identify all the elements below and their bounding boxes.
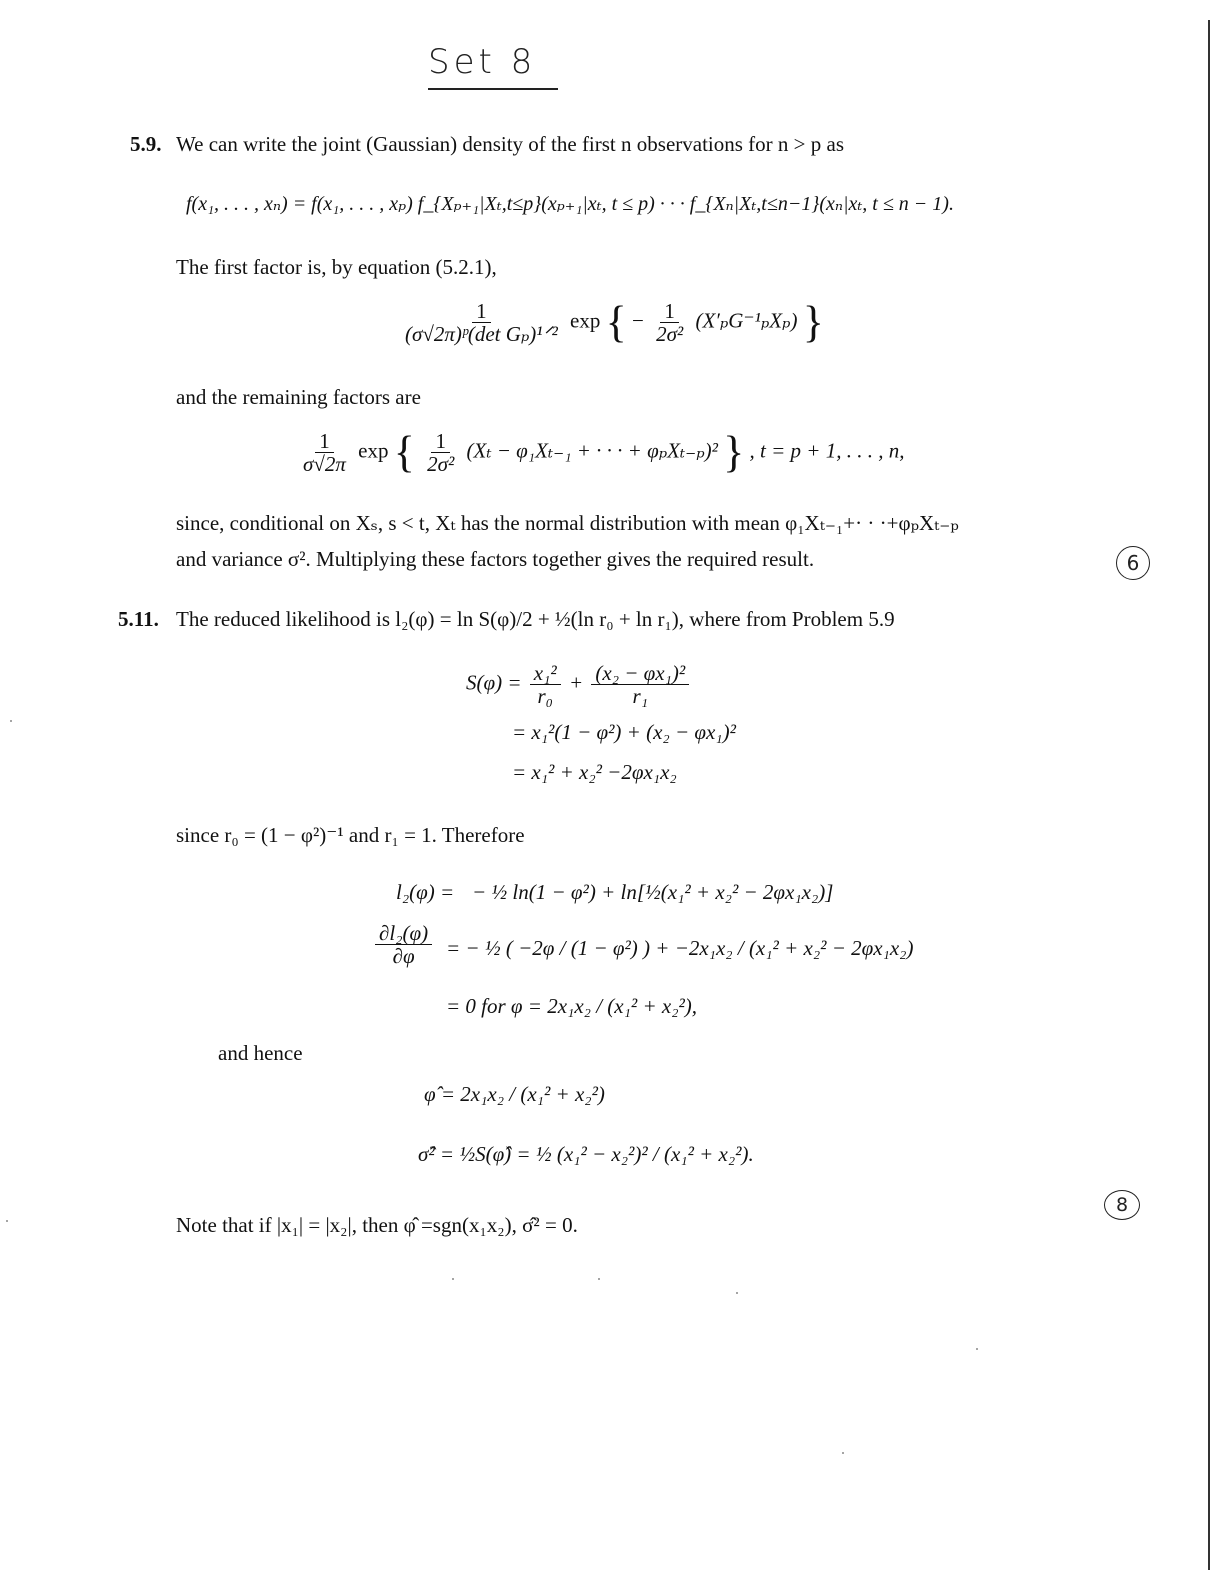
derivative-rhs: = − ½ ( −2φ / (1 − φ²) ) + −2x₁x₂ / (x₁² + x₂² − 2φx₁x₂) (446, 936, 914, 960)
grade-circle-second: 8 (1104, 1190, 1140, 1220)
scan-speck (842, 1452, 844, 1454)
right-brace: } (723, 427, 745, 477)
prefactor-fraction (401, 300, 562, 345)
problem-5-9-intro: We can write the joint (Gaussian) density of the first n observations for n > p as (176, 132, 844, 156)
exp-label: exp (358, 438, 389, 463)
index-range: , t = p + 1, . . . , n, (749, 438, 905, 463)
S-expanded-line: = x₁²(1 − φ²) + (x₂ − φx₁)² (512, 720, 736, 744)
fraction-numerator: 1 (472, 300, 491, 323)
residual-term: (Xₜ − φ₁Xₜ₋₁ + · · · + φₚXₜ₋ₚ)² (466, 438, 718, 463)
page-edge-line (1208, 20, 1210, 1570)
title-underline (428, 88, 558, 90)
problem-number: 5.9. (130, 132, 162, 156)
inner-fraction (652, 300, 687, 345)
term-numerator: (x₂ − φx₁)² (591, 662, 689, 685)
note-text: Note that if |x₁| = |x₂|, then φ̂ =sgn(x₁x₂), σ̂² = 0. (176, 1213, 578, 1237)
scan-speck (10, 720, 12, 722)
fraction-denominator: σ√2π (303, 452, 346, 476)
inner-numerator: 1 (431, 430, 450, 453)
scan-speck (452, 1278, 454, 1280)
left-brace: { (393, 427, 415, 477)
partial-denominator: ∂φ (392, 944, 415, 968)
grade-circle-first: 6 (1116, 546, 1150, 580)
inner-denominator: 2σ² (656, 322, 684, 346)
remaining-factors-equation (296, 427, 905, 477)
r-values-text: since r₀ = (1 − φ²)⁻¹ and r₁ = 1. Therefore (176, 823, 525, 847)
l2-rhs: − ½ ln(1 − φ²) + ln[½(x₁² + x₂² − 2φx₁x₂)] (472, 880, 834, 904)
conditional-text-line2: and variance σ². Multiplying these factors together gives the required result. (176, 547, 815, 571)
right-brace: } (802, 297, 824, 347)
term-numerator: x₁² (530, 662, 561, 685)
exp-label: exp (570, 308, 601, 333)
term-denominator: r₀ (537, 684, 553, 708)
S-simplified-line: = x₁² + x₂² −2φx₁x₂ (512, 760, 677, 784)
fraction-denominator: (σ√2π)ᵖ(det Gₚ)¹ᐟ² (405, 322, 558, 346)
inner-denominator: 2σ² (427, 452, 455, 476)
and-hence-text: and hence (218, 1041, 303, 1065)
prefactor-fraction (299, 430, 350, 475)
first-factor-equation (398, 297, 824, 347)
conditional-text-line1: since, conditional on Xₛ, s < t, Xₜ has the normal distribution with mean φ₁Xₜ₋₁+· · ·+φₚXₜ₋ₚ (176, 511, 959, 535)
fraction-numerator: 1 (315, 430, 334, 453)
minus-sign: − (631, 308, 644, 333)
S-term-2 (591, 662, 689, 707)
phi-hat-estimate: φ̂ = 2x₁x₂ / (x₁² + x₂²) (424, 1082, 605, 1106)
term-denominator: r₁ (632, 684, 649, 708)
left-brace: { (605, 297, 627, 347)
S-lhs: S(φ) = (466, 670, 522, 695)
sigma-hat-estimate: σ̂² = ½S(φ̂) = ½ (x₁² − x₂²)² / (x₁² + x₂²). (418, 1142, 754, 1166)
reduced-likelihood-text: The reduced likelihood is l₂(φ) = ln S(φ)/2 + ½(ln r₀ + ln r₁), where from Problem 5.9 (176, 607, 895, 631)
scan-speck (976, 1348, 978, 1350)
quadratic-form: (X′ₚG⁻¹ₚXₚ) (695, 308, 798, 333)
S-term-1 (530, 662, 561, 707)
derivative-lhs (372, 922, 435, 967)
joint-density-equation: f(x₁, . . . , xₙ) = f(x₁, . . . , xₚ) f_{Xₚ₊₁|Xₜ,t≤p}(xₚ₊₁|xₜ, t ≤ p) · · · f_{Xₙ|Xₜ,t≤n−1}(xₙ|xₜ, t ≤ n − 1). (186, 193, 954, 215)
scan-speck (736, 1292, 738, 1294)
set-title: Set 8 (428, 42, 537, 82)
partial-fraction (375, 922, 432, 967)
problem-5-9 (130, 131, 162, 157)
stationary-point-line: = 0 for φ = 2x₁x₂ / (x₁² + x₂²), (446, 994, 698, 1018)
plus-sign: + (568, 670, 584, 695)
l2-lhs: l₂(φ) = (396, 880, 455, 904)
first-factor-text: The first factor is, by equation (5.2.1), (176, 255, 497, 279)
remaining-factors-text: and the remaining factors are (176, 385, 421, 409)
S-definition (466, 662, 692, 707)
problem-number: 5.11. (118, 607, 159, 631)
inner-fraction (423, 430, 458, 475)
partial-numerator: ∂l₂(φ) (375, 922, 432, 945)
inner-numerator: 1 (660, 300, 679, 323)
scan-speck (598, 1278, 600, 1280)
scan-speck (6, 1220, 8, 1222)
problem-5-11 (118, 606, 159, 632)
